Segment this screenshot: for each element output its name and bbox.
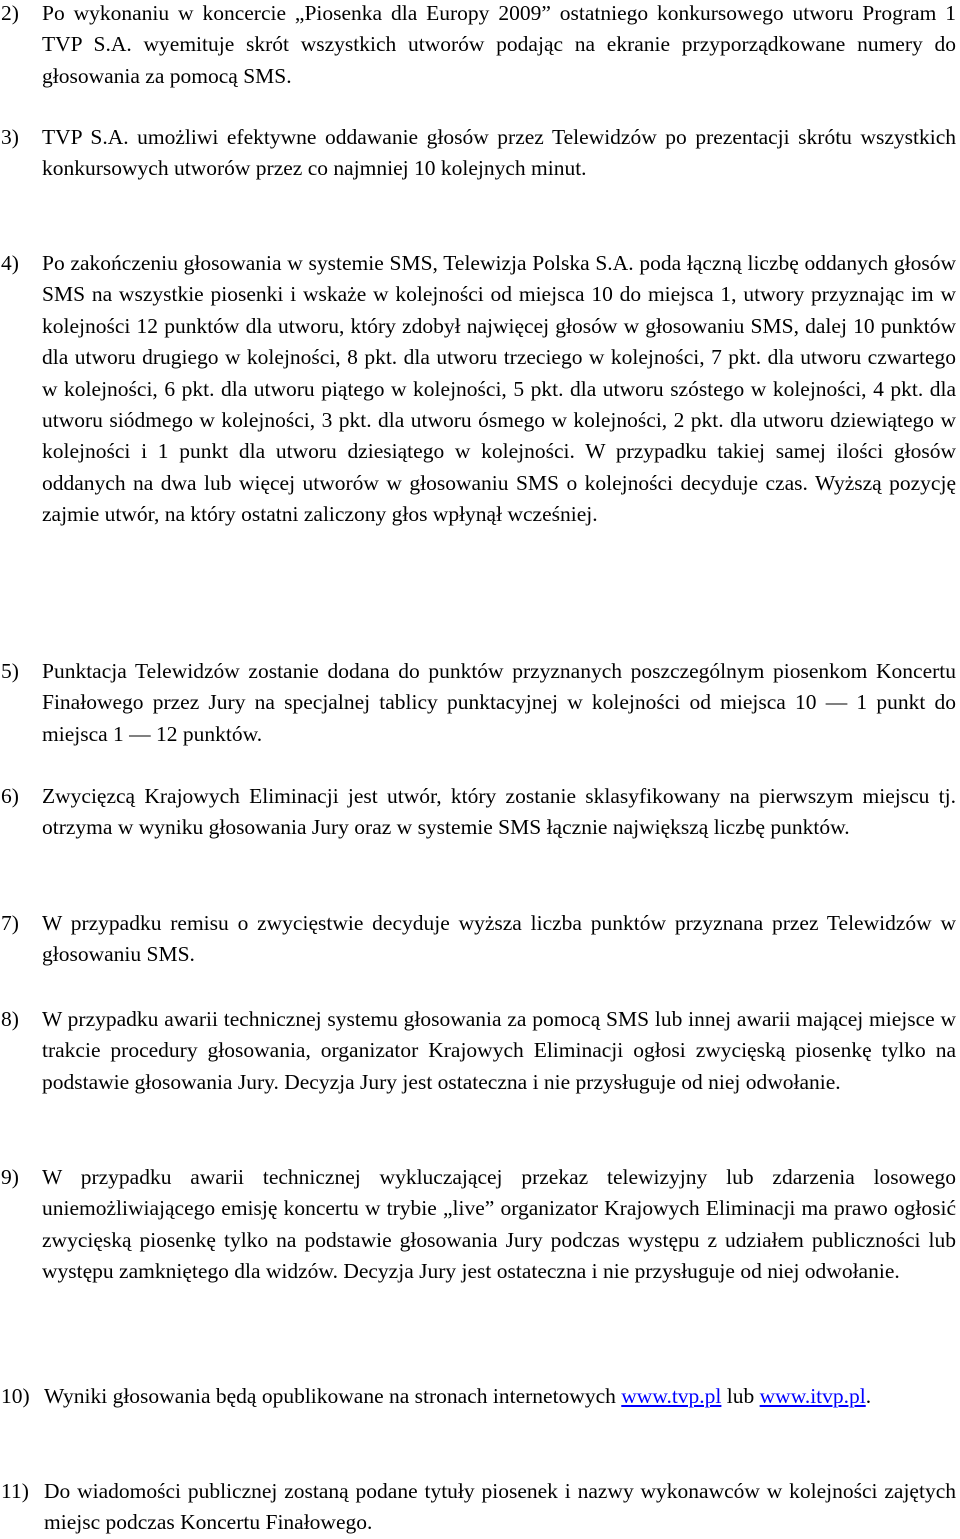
item-number: 5) [1, 659, 19, 683]
list-item [0, 781, 958, 844]
item-text: W przypadku awarii technicznej systemu głosowania za pomocą SMS lub innej awarii mającej miejsce w trakcie procedury głosowania, organizator Krajowych Eliminacji ogłosi zwycięską piosenkę tylko na podstawie głosowania Jury. Decyzja Jury jest ostateczna i nie przysługuje od niej odwołanie. [42, 1007, 956, 1094]
item-number: 9) [1, 1165, 19, 1189]
list-item [0, 248, 958, 531]
list-item [0, 908, 958, 971]
list-item [0, 656, 958, 750]
item-text: TVP S.A. umożliwi efektywne oddawanie głosów przez Telewidzów po prezentacji skrótu wszystkich konkursowych utworów przez co najmniej 10 kolejnych minut. [42, 125, 956, 181]
list-item [0, 1004, 958, 1098]
item-number: 2) [1, 1, 19, 25]
item-text: W przypadku remisu o zwycięstwie decyduje wyższa liczba punktów przyznana przez Telewidzów w głosowaniu SMS. [42, 911, 956, 967]
list-item [0, 122, 958, 185]
item-text [44, 1381, 956, 1412]
item-text-after: . [865, 1384, 872, 1408]
item-text-before: Wyniki głosowania będą opublikowane na stronach internetowych [44, 1384, 616, 1408]
item-text: Do wiadomości publicznej zostaną podane tytuły piosenek i nazwy wykonawców w kolejności zajętych miejsc podczas Koncertu Finałowego. [44, 1479, 956, 1535]
item-number: 11) [1, 1479, 29, 1503]
item-text: Po zakończeniu głosowania w systemie SMS, Telewizja Polska S.A. poda łączną liczbę oddanych głosów SMS na wszystkie piosenki i wskaże w kolejności od miejsca 10 do miejsca 1, utwory przyznając im w kolejności 12 punktów dla utworu, który zdobył najwięcej głosów w głosowaniu SMS, dalej 10 punktów dla utworu drugiego w kolejności, 8 pkt. dla utworu trzeciego w kolejności, 7 pkt. dla utworu czwartego w kolejności, 6 pkt. dla utworu piątego w kolejności, 5 pkt. dla utworu szóstego w kolejności, 4 pkt. dla utworu siódmego w kolejności, 3 pkt. dla utworu ósmego w kolejności, 2 pkt. dla utworu dziewiątego w kolejności i 1 punkt dla utworu dziesiątego w kolejności. W przypadku takiej samej ilości głosów oddanych na dwa lub więcej utworów w głosowaniu SMS o kolejności decyduje czas. Wyższą pozycję zajmie utwór, na który ostatni zaliczony głos wpłynął wcześniej. [42, 251, 956, 527]
item-number: 4) [1, 251, 19, 275]
list-item [0, 1162, 958, 1288]
item-text: Punktacja Telewidzów zostanie dodana do punktów przyznanych poszczególnym piosenkom Koncertu Finałowego przez Jury na specjalnej tablicy punktacyjnej w kolejności od miejsca 10 — 1 punkt do miejsca 1 — 12 punktów. [42, 659, 956, 746]
list-item [0, 1476, 958, 1539]
item-number: 8) [1, 1007, 19, 1031]
item-text: W przypadku awarii technicznej wykluczającej przekaz telewizyjny lub zdarzenia losowego uniemożliwiającego emisję koncertu w trybie „live” organizator Krajowych Eliminacji ma prawo ogłosić zwycięską piosenkę tylko na podstawie głosowania Jury podczas występu z udziałem publiczności lub występu zamkniętego dla widzów. Decyzja Jury jest ostateczna i nie przysługuje od niej odwołanie. [42, 1165, 956, 1284]
item-number: 6) [1, 784, 19, 808]
list-item [0, 0, 958, 92]
tvp-link[interactable]: www.tvp.pl [621, 1384, 722, 1408]
itvp-link[interactable]: www.itvp.pl [759, 1384, 866, 1408]
list-item [0, 1381, 958, 1412]
item-text: Zwycięzcą Krajowych Eliminacji jest utwór, który zostanie sklasyfikowany na pierwszym miejscu tj. otrzyma w wyniku głosowania Jury oraz w systemie SMS łącznie największą liczbę punktów. [42, 784, 956, 840]
item-text: Po wykonaniu w koncercie „Piosenka dla Europy 2009” ostatniego konkursowego utworu Program 1 TVP S.A. wyemituje skrót wszystkich utworów podając na ekranie przyporządkowane numery do głosowania za pomocą SMS. [42, 1, 956, 88]
item-number: 10) [1, 1384, 30, 1408]
item-text-middle: lub [726, 1384, 755, 1408]
item-number: 7) [1, 911, 19, 935]
item-number: 3) [1, 125, 19, 149]
